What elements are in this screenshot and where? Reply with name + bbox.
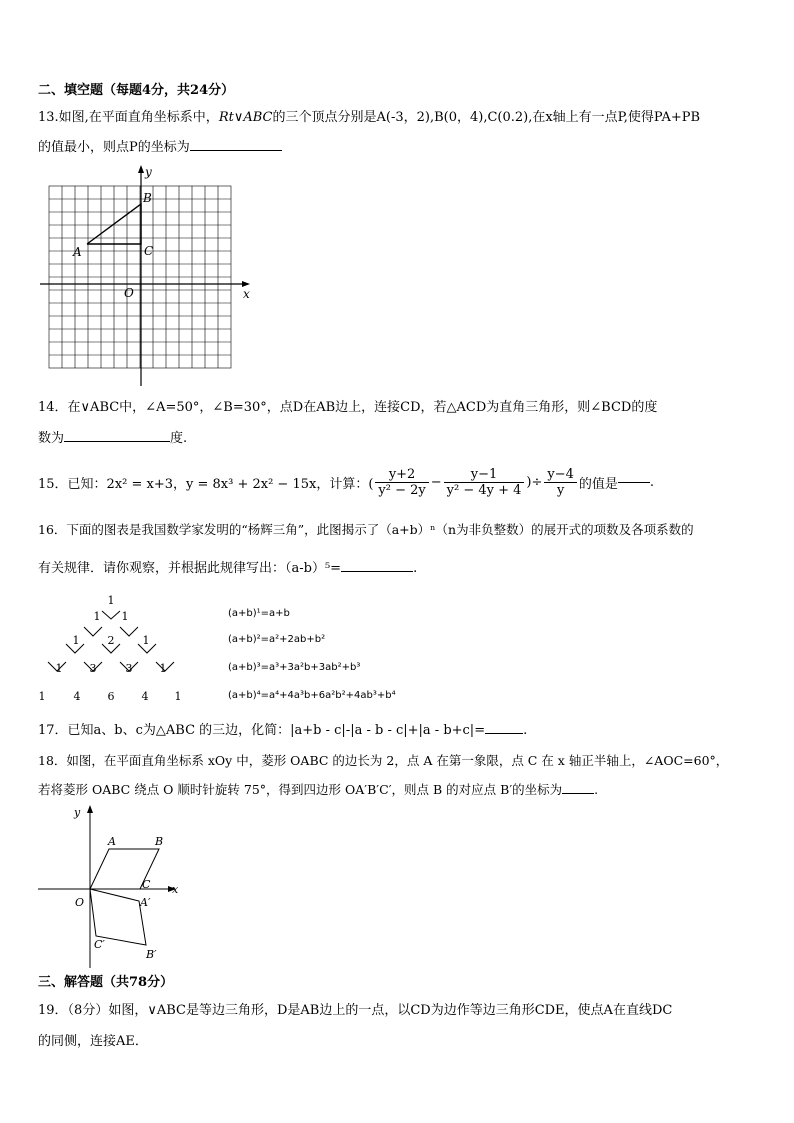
q15-prefix: 15．已知：2x² = x+3，y = 8x³ + 2x² − 15x，计算：( bbox=[38, 476, 374, 492]
q15-f2-num: y−1 bbox=[444, 467, 525, 483]
question-13-line1 bbox=[38, 106, 700, 125]
question-17 bbox=[38, 719, 527, 738]
tri-r1-c0: 1 bbox=[93, 610, 101, 623]
section-title-solve: 三、解答题（共78分） bbox=[38, 975, 174, 990]
q13-triangle-name: Rt∨ABC bbox=[218, 110, 273, 125]
answer-blank-16[interactable] bbox=[341, 571, 413, 572]
label-c: C bbox=[144, 244, 154, 258]
label-y: y bbox=[74, 806, 81, 819]
q15-fraction-2 bbox=[444, 467, 525, 498]
tri-r4-c4: 1 bbox=[174, 690, 182, 703]
q15-close-div: )÷ bbox=[526, 474, 543, 490]
label-x: x bbox=[243, 287, 250, 301]
label-y: y bbox=[145, 165, 152, 179]
label-x: x bbox=[172, 883, 179, 896]
tri-r4-c1: 4 bbox=[73, 690, 81, 703]
y-axis-arrow bbox=[87, 805, 93, 813]
question-14-line1: 14．在∨ABC中，∠A=50°，∠B=30°，点D在AB边上，连接CD，若△ACD为直角三角形，则∠BCD的度 bbox=[38, 400, 658, 415]
q15-f3-den: y bbox=[556, 482, 565, 498]
tri-r3-c2: 3 bbox=[125, 662, 133, 675]
q17-text: 17．已知a、b、c为△ABC 的三边，化简：|a+b - c|-|a - b - c|+|a - b+c|= bbox=[38, 723, 486, 738]
section-title-fill-blank: 二、填空题（每题4分，共24分） bbox=[38, 83, 235, 98]
tri-r4-c0: 1 bbox=[38, 690, 46, 703]
label-c-prime: C′ bbox=[94, 938, 105, 951]
formula-1: (a+b)¹=a+b bbox=[228, 608, 290, 619]
q15-suffix: 的值是 bbox=[578, 476, 618, 492]
label-c: C bbox=[142, 878, 151, 891]
question-19-line1: 19．（8分）如图，∨ABC是等边三角形，D是AB边上的一点，以CD为边作等边三角形CDE，使点A在直线DC bbox=[38, 1003, 673, 1018]
answer-blank-13[interactable] bbox=[190, 150, 282, 151]
y-axis-arrow bbox=[138, 165, 144, 173]
answer-blank-14[interactable] bbox=[64, 441, 170, 442]
q16-text-a: 有关规律．请你观察，并根据此规律写出：（a-b）⁵= bbox=[38, 561, 342, 576]
question-13-line2 bbox=[38, 136, 282, 155]
question-16-line2 bbox=[38, 557, 417, 576]
label-a-prime: A′ bbox=[140, 896, 151, 909]
question-18-line2 bbox=[38, 780, 598, 798]
q13-text-c: 的三个顶点分别是A(-3，2),B(0，4),C(0.2),在x轴上有一点P,使得PA+PB bbox=[272, 110, 701, 125]
question-16-line1: 16．下面的图表是我国数学家发明的“杨辉三角”，此图揭示了（a+b）ⁿ（n为非负整数）的展开式的项数及各项系数的 bbox=[38, 522, 694, 537]
question-15 bbox=[38, 460, 654, 504]
tri-r0-c0: 1 bbox=[107, 594, 115, 607]
label-o: O bbox=[124, 286, 134, 300]
answer-blank-15[interactable] bbox=[618, 482, 650, 483]
q15-f1-num: y+2 bbox=[375, 467, 428, 483]
q13-grid-figure bbox=[38, 162, 258, 390]
q18-text-b: . bbox=[594, 782, 599, 797]
q18-rhombus-figure bbox=[36, 802, 196, 972]
answer-blank-17[interactable] bbox=[485, 733, 523, 734]
label-o: O bbox=[75, 896, 85, 909]
q15-minus: − bbox=[430, 474, 442, 490]
formula-3: (a+b)³=a³+3a²b+3ab²+b³ bbox=[228, 662, 361, 673]
label-b: B bbox=[155, 835, 164, 848]
tri-r4-c2: 6 bbox=[107, 690, 115, 703]
tri-r3-c0: 1 bbox=[55, 662, 63, 675]
formula-2: (a+b)²=a²+2ab+b² bbox=[228, 634, 326, 645]
q17-end: . bbox=[523, 723, 528, 738]
tri-r3-c3: 1 bbox=[159, 662, 167, 675]
tri-r3-c1: 3 bbox=[89, 662, 97, 675]
yang-hui-triangle bbox=[30, 592, 200, 708]
question-19-line2: 的同侧，连接AE． bbox=[38, 1034, 148, 1049]
q14-text-a: 数为 bbox=[38, 431, 65, 446]
question-18-line1: 18．如图，在平面直角坐标系 xOy 中，菱形 OABC 的边长为 2，点 A 在第一象限，点 C 在 x 轴正半轴上，∠AOC=60°， bbox=[38, 753, 729, 768]
q16-text-b: . bbox=[413, 561, 418, 576]
q15-f3-num: y−4 bbox=[544, 467, 577, 483]
question-14-line2 bbox=[38, 427, 187, 446]
label-a: A bbox=[73, 245, 82, 259]
q15-fraction-3 bbox=[544, 467, 577, 498]
tri-r1-c1: 1 bbox=[121, 610, 129, 623]
grid-lines bbox=[49, 186, 231, 368]
tri-r2-c2: 1 bbox=[142, 634, 150, 647]
q15-end: . bbox=[649, 474, 655, 490]
label-b-prime: B′ bbox=[146, 948, 157, 961]
q13-text-2: 的值最小，则点P的坐标为 bbox=[38, 140, 190, 155]
tri-r2-c0: 1 bbox=[72, 634, 80, 647]
rhombus-oabc-rotated bbox=[90, 889, 146, 945]
q18-text-a: 若将菱形 OABC 绕点 O 顺时针旋转 75°，得到四边形 OA′B′C′，则点 B 的对应点 B′的坐标为 bbox=[38, 782, 563, 797]
label-a: A bbox=[108, 835, 116, 848]
q14-text-b: 度. bbox=[170, 431, 188, 446]
label-b: B bbox=[143, 191, 152, 205]
q15-f1-den: y² − 2y bbox=[378, 482, 426, 498]
tri-r4-c3: 4 bbox=[141, 690, 149, 703]
formula-4: (a+b)⁴=a⁴+4a³b+6a²b²+4ab³+b⁴ bbox=[228, 690, 396, 701]
q13-text-a: 13.如图,在平面直角坐标系中， bbox=[38, 110, 219, 125]
q15-fraction-1 bbox=[375, 467, 428, 498]
answer-blank-18[interactable] bbox=[562, 793, 594, 794]
tri-r2-c1: 2 bbox=[107, 634, 115, 647]
q15-f2-den: y² − 4y + 4 bbox=[446, 482, 522, 498]
